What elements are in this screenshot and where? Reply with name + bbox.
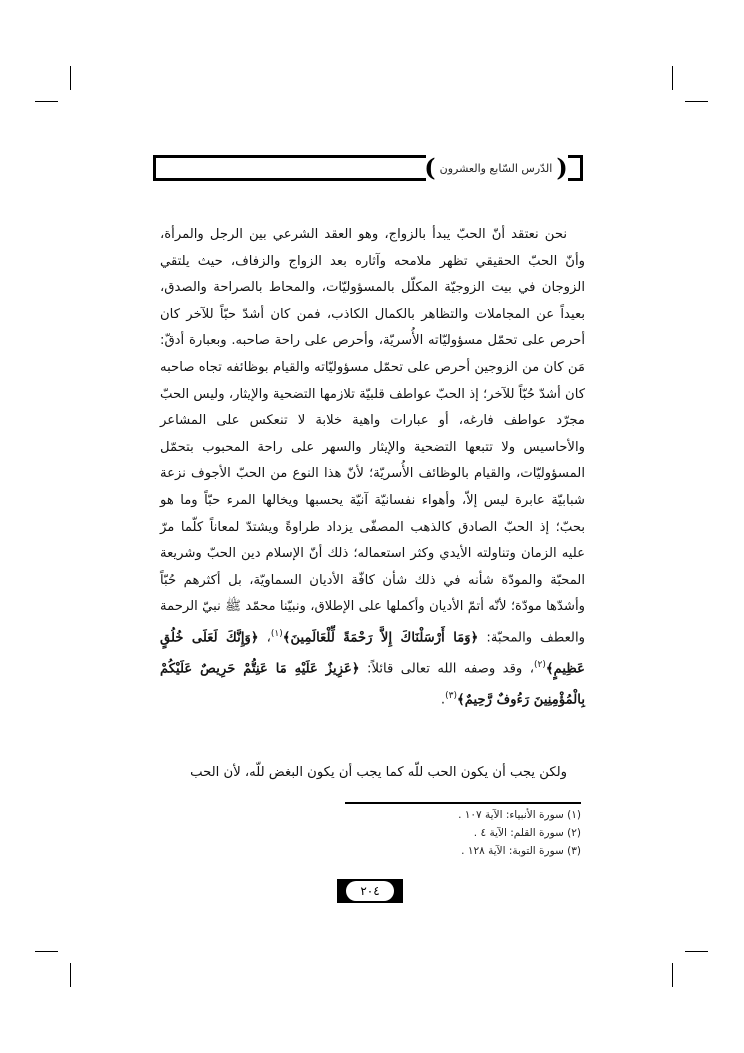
footnote-separator (345, 802, 581, 804)
header-bracket-left: ( (424, 153, 436, 182)
header-title-wrap (421, 154, 571, 182)
crop-mark-bottom-right-vertical (672, 963, 673, 987)
header-bracket-right: ) (556, 153, 568, 182)
separator-2: ، وقد وصفه الله تعالى قائلاً: (359, 661, 534, 677)
footnote-ref-2[interactable]: (٢) (533, 659, 546, 670)
footnote-3: (٣) سورة التوبة: الآية ١٢٨ . (461, 845, 581, 857)
crop-mark-top-left-vertical (70, 66, 71, 90)
paragraph-1 (160, 222, 585, 714)
separator-1: ، (258, 630, 271, 646)
crop-mark-bottom-right-horizontal (685, 951, 708, 952)
page-number-badge (337, 879, 403, 903)
quran-verse-2: ﴿وَإِنَّكَ لَعَلَى خُلُقٍ عَظِيمٍ﴾ (160, 630, 586, 677)
chapter-title: الدّرس السّابع والعشرون (439, 161, 553, 175)
footnote-ref-1[interactable]: (١) (270, 628, 283, 639)
crop-mark-top-right-horizontal (685, 101, 708, 102)
footnote-ref-3[interactable]: (٣) (445, 690, 457, 701)
running-header (153, 155, 583, 181)
crop-mark-bottom-left-vertical (70, 963, 71, 987)
footnote-2: (٢) سورة القلم: الآية ٤ . (473, 827, 581, 839)
header-frame-left (153, 155, 426, 181)
body-text (160, 222, 585, 714)
footnote-1: (١) سورة الأنبياء: الآية ١٠٧ . (458, 809, 581, 821)
crop-mark-top-left-horizontal (35, 101, 58, 102)
page-number: ٢٠٤ (346, 881, 394, 901)
crop-mark-bottom-left-horizontal (35, 951, 58, 952)
footnotes (345, 806, 581, 860)
paragraph-2: ولكن يجب أن يكون الحب للّه كما يجب أن يكون البغض للّه، لأن الحب (190, 765, 567, 780)
paragraph-1-text: نحن نعتقد أنّ الحبّ يبدأ بالزواج، وهو العقد الشرعي بين الرجل والمرأة، وأنّ الحبّ الحقيقي تظهر ملامحه وآثاره بعد الزواج والزفاف، حيث يلتقي الزوجان في بيت الزوجيّة المكلّل بالمسؤوليّات، والمحاط بالصراحة والصدق، بعيداً عن المجاملات والتظاهر بالكمال الكاذب، فمن كان أشدّ حبّاً للآخر كان أحرص على تحمّل مسؤوليّاته الأُسريّة، وأحرص على راحة صاحبه. وبعبارة أدقّ: مَن كان من الزوجين أحرص على تحمّل مسؤوليّاته والقيام بوظائفه تجاه صاحبه كان أشدّ حُبّاً للآخر؛ إذ الحبّ عواطف قلبيّة تلازمها التضحية والإيثار، وليس الحبّ مجرّد عواطف فارغه، أو عبارات واهية خلابة لا تنعكس على المشاعر والأحاسيس ولا تتبعها التضحية والإيثار والسهر على راحة المحبوب بتحمّل المسؤوليّات، والقيام بالوظائف الأُسريّة؛ لأنّ هذا النوع من الحبّ الأجوف نزعة شبابيّة عابرة ليس إلاّ، وأهواء نفسانيّة آنيّة يحسبها ويخالها المرء حبّاً وما هو بحبّ؛ إذ الحبّ الصادق كالذهب المصفّى يزداد طراوةً ويشتدّ لمعاناً كلّما مرّ عليه الزمان وتناولته الأيدي وكثر استعماله؛ ذلك أنّ الإسلام دين الحبّ وشريعة المحبّة والمودّة شأنه في ذلك شأن كافّة الأديان السماويّة، بل أكثرهم حُبّاً وأشدّها مودّة؛ لأنّه أتمّ الأديان وأكملها على الإطلاق، ونبيّنا محمّد ﷺ نبيّ الرحمة والعطف والمحبّة: (160, 227, 585, 646)
quran-verse-1: ﴿وَمَا أَرْسَلْنَاكَ إِلاَّ رَحْمَةً لِّلْعَالَمِينَ﴾ (282, 630, 479, 646)
quran-verse-3: ﴿عَزِيزٌ عَلَيْهِ مَا عَنِتُّمْ حَرِيصٌ عَلَيْكُمْ بِالْمُؤْمِنِينَ رَءُوفٌ رَّحِيمٌ﴾ (160, 661, 585, 708)
paragraph-1-end: . (440, 692, 446, 708)
crop-mark-top-right-vertical (672, 66, 673, 90)
